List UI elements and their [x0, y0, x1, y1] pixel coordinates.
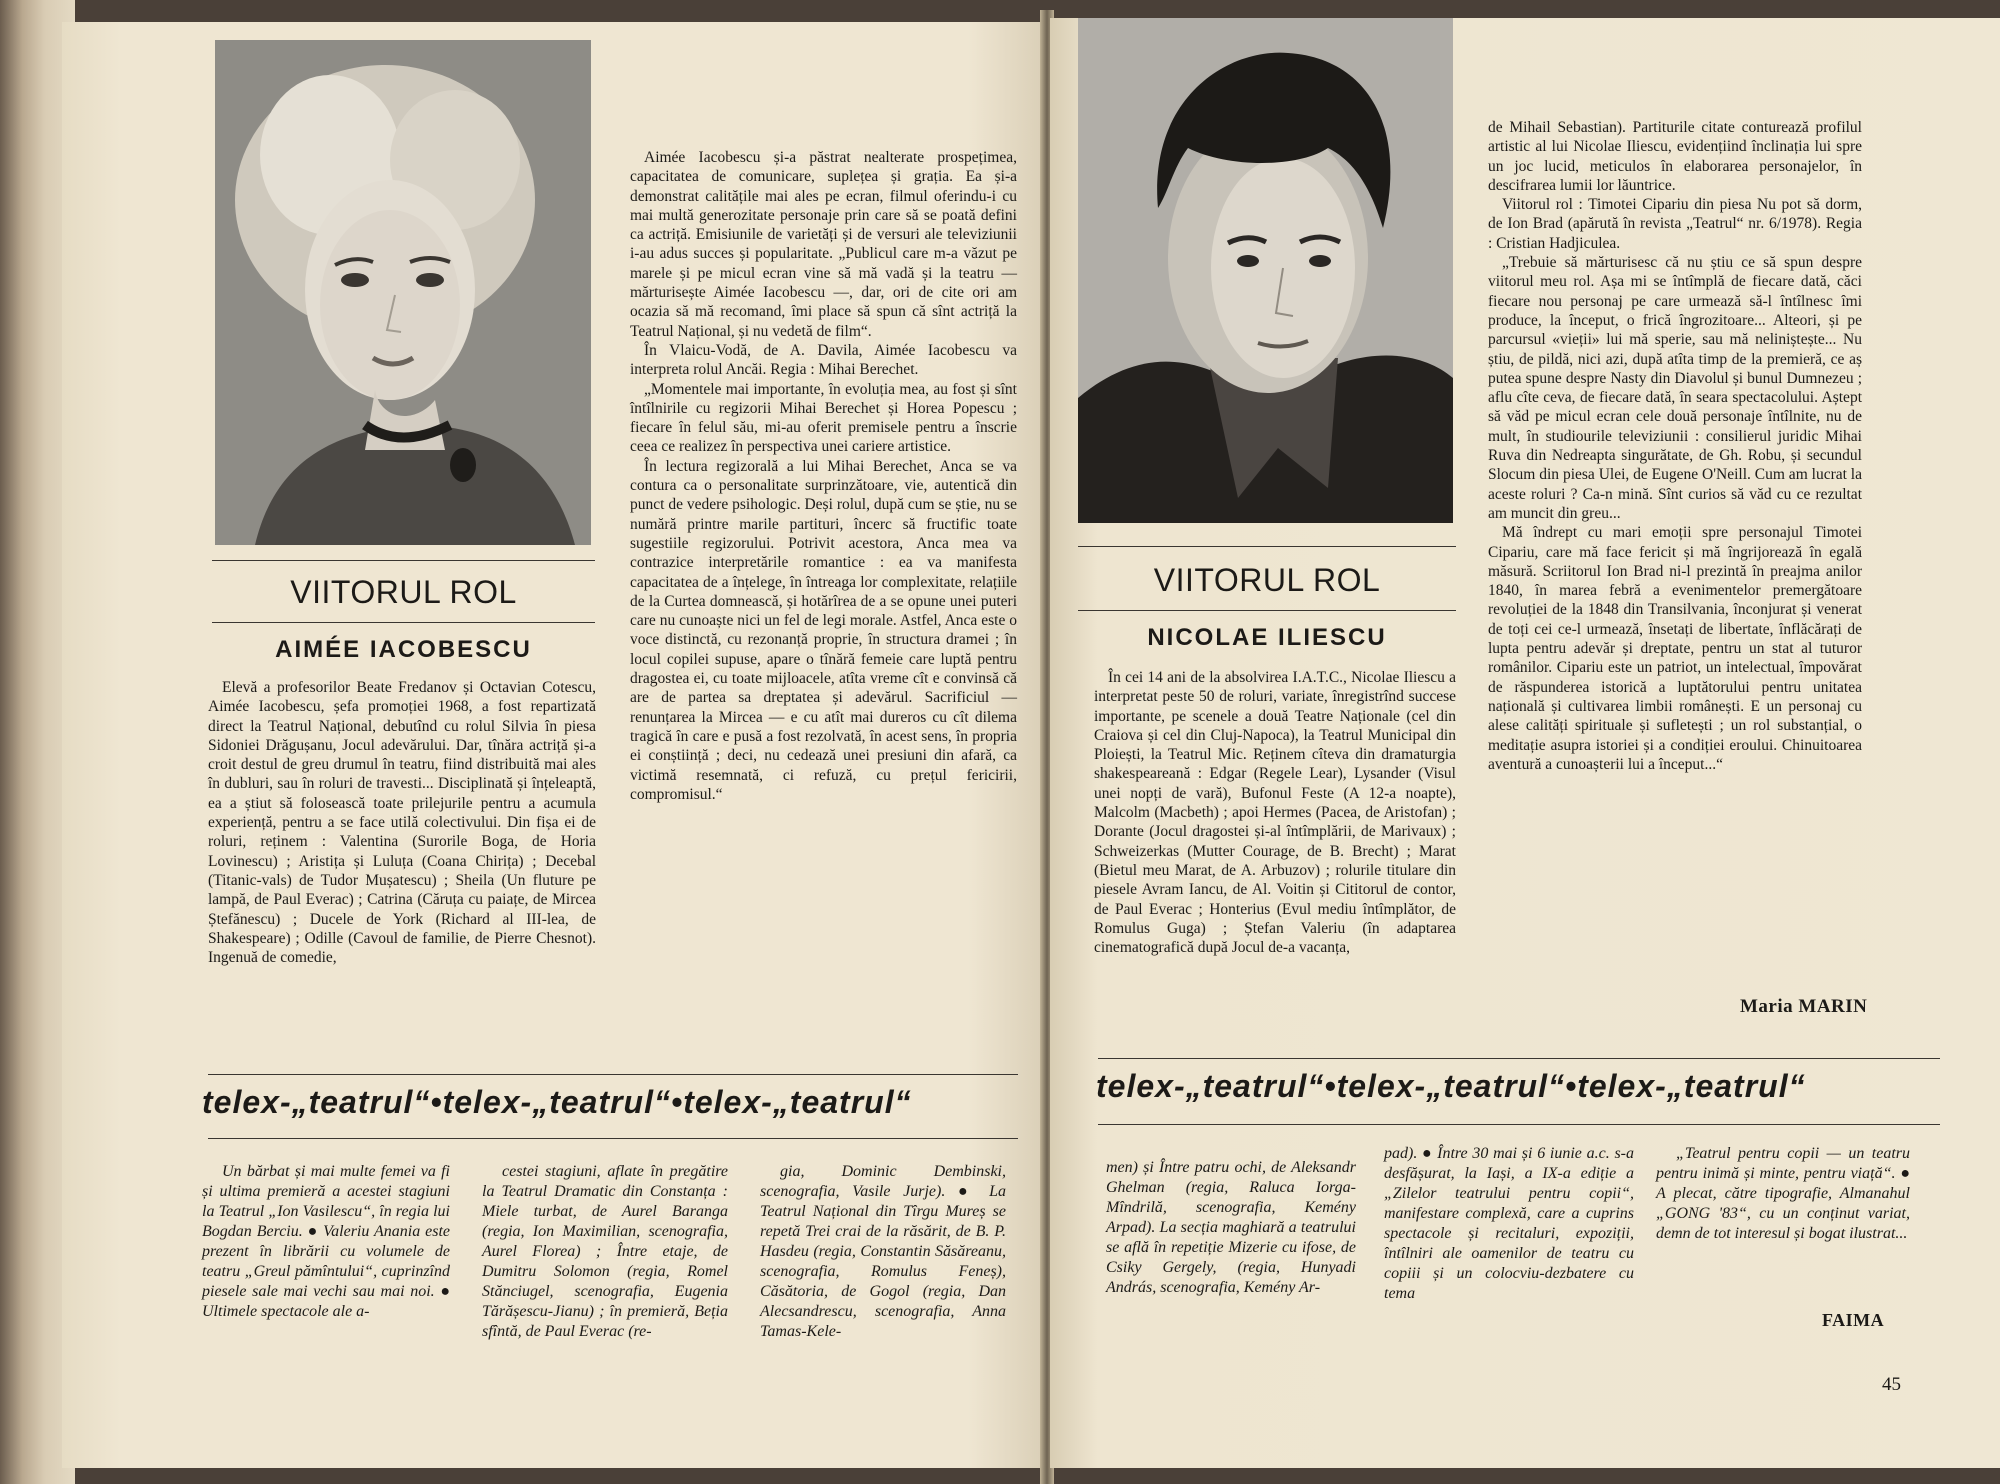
rule-top — [1078, 546, 1456, 547]
article-column-2 — [1488, 118, 1862, 774]
telex-banner: telex-„teatrul“•telex-„teatrul“•telex-„teatrul“ — [202, 1084, 912, 1120]
telex-column-3 — [760, 1162, 1006, 1342]
article-paragraph: În cei 14 ani de la absolvirea I.A.T.C., Nicolae Iliescu a interpretat peste 50 de roluri, variate, înregistrînd succese importante, pe scenele a două Teatre Naționale (cel din Craiova și cel din Cluj-Napoca), la Teatrul Municipal din Ploiești, la Teatrul Mic. Reținem cîteva din dramaturgia shakespeareană : Edgar (Regele Lear), Lysander (Visul unei nopți de vară), Bufonul Feste (A 12-a noapte), Malcolm (Macbeth) ; apoi Hermes (Pacea, de Aristofan) ; Dorante (Jocul dragostei și-al întîmplării, de Marivaux) ; Schweizerkas (Mutter Courage, de B. Brecht) ; Marat (Bietul meu Marat, de A. Arbuzov) ; rolurile titulare din piesele Avram Iancu, de Al. Voitin și Cititorul de contor, de Paul Everac ; Honterius (Evul mediu întîmplător, de Romulus Guga) ; Ștefan Valeriu (în adaptarea cinematografică după Jocul de-a vacanța, — [1094, 669, 1456, 957]
article-paragraph: În lectura regizorală a lui Mihai Berechet, Anca se va contura ca o personalitate surprinzătoare, vie, autentică din punct de vedere psihologic. Deși rolul, după cum se știe, nu se numără printre marile partituri, încerc să fructific toate sugestiile regizorului. Potrivit acestora, Anca mea va contrazice interpretările romantice : ea va manifesta capacitatea de a înțelege, în întreaga lor complexitate, relațiile de la Curtea domnească, și hotărîrea de a se opune unei puteri care nu cunoaște nici un fel de legi morale. Astfel, Anca este o voce distinctă, cu rezonanță proprie, în structura dramei ; în locul copilei supuse, apare o tînără femeie care luptă pentru dragostea ei, cu toate mijloacele, atîta vreme cît e convinsă că are de partea sa dreptatea și adevărul. Sacrificiul — renunțarea la Mircea — e cu atît mai dureros cu cît dilema tragică în care e pusă a fost rezolvată, în acest sens, în propria ei conștiință ; deci, nu cedează unei presiuni din afară, ca victimă resemnată, ci refuză, cu prețul fericirii, compromisul.“ — [630, 457, 1017, 803]
rule-middle — [1078, 610, 1456, 611]
right-page — [1050, 18, 2000, 1468]
telex-rule-top — [208, 1074, 1018, 1075]
telex-rule-bottom — [1098, 1124, 1940, 1125]
portrait-illustration — [215, 40, 591, 545]
article-paragraph: Viitorul rol : Timotei Cipariu din piesa Nu pot să dorm, de Ion Brad (apărută în revista „Teatrul“ nr. 6/1978). Regia : Cristian Hadjiculea. — [1488, 196, 1862, 252]
telex-banner: telex-„teatrul“•telex-„teatrul“•telex-„teatrul“ — [1096, 1068, 1806, 1104]
article-column-2 — [630, 148, 1017, 804]
telex-paragraph: men) și Între patru ochi, de Aleksandr Ghelman (regia, Raluca Iorga-Mîndrilă, scenografia, Kemény Arpad). La secția maghiară a teatrului se află în repetiție Mizerie cu ifose, de Csiky Gergely, (regia, Hunyadi András, scenografia, Kemény Ar- — [1106, 1159, 1356, 1296]
telex-rule-bottom — [208, 1138, 1018, 1139]
article-paragraph: Mă îndrept cu mari emoții spre personajul Timotei Cipariu, care mă face fericit și mă îngrijorează în egală măsură. Scriitorul Ion Brad ni-l prezintă în preajma anilor 1840, în marea febră a evenimentelor premergătoare revoluției de la 1848 din Transilvania, înconjurat și venerat de toți cei ce-l urmează, însetați de libertate, înflăcărați de lupta pentru adevăr și dreptate, pentru un stat al tuturor românilor. Cipariu este un patriot, un intelectual, împovărat de răspunderea istorică a luptătorului pentru unitatea națională și cultivarea limbii românești. E un personaj cu alese calități spirituale și sufletești ; un rol substanțial, o meditație asupra istoriei și a condiției eroului. Chinuitoarea aventură a cunoașterii lui a început...“ — [1488, 524, 1862, 773]
page-number: 45 — [1882, 1374, 1901, 1395]
article-column-1 — [208, 678, 596, 967]
telex-column-1 — [1106, 1158, 1356, 1298]
section-title: VIITORUL ROL — [1153, 562, 1381, 598]
portrait-illustration — [1078, 18, 1453, 523]
telex-paragraph: „Teatrul pentru copii — un teatru pentru inimă și minte, pentru viață“. ● A plecat, către tipografie, Almanahul „GONG '83“, cu un conținut variat, demn de tot interesul și bogat ilustrat... — [1656, 1145, 1910, 1242]
actor-name-heading: NICOLAE ILIESCU — [1147, 624, 1387, 651]
actor-name-heading: AIMÉE IACOBESCU — [275, 636, 532, 663]
section-title: VIITORUL ROL — [290, 574, 517, 610]
article-paragraph: „Momentele mai importante, în evoluția mea, au fost și sînt întîlnirile cu regizorii Mihai Berechet și Horea Popescu ; fiecare în felul său, mi-au oferit premisele pentru a înscrie ceea ce realizez în perspectiva unei cariere artistice. — [630, 380, 1017, 456]
article-paragraph: În Vlaicu-Vodă, de A. Davila, Aimée Iacobescu va interpreta rolul Ancăi. Regia : Mihai Berechet. — [630, 341, 1017, 379]
telex-column-1 — [202, 1162, 450, 1322]
left-page — [62, 22, 1047, 1468]
telex-paragraph: pad). ● Între 30 mai și 6 iunie a.c. s-a desfășurat, la Iași, a IX-a ediție a „Zilelor teatrului pentru copii“, manifestare complexă, care a cuprins spectacole și recitaluri, expoziții, întîlniri ale oamenilor de teatru cu copiii și un colocviu-dezbatere cu tema — [1384, 1145, 1634, 1302]
article-paragraph: Elevă a profesorilor Beate Fredanov și Octavian Cotescu, Aimée Iacobescu, șefa promoției 1968, a fost repartizată direct la Teatrul Național, debutînd cu rolul Silvia în piesa Sidoniei Drăgușanu, Jocul adevărului. Dar, tînăra actriță și-a croit destul de greu drumul în teatru, fiind distribuită mai ales în dubluri, sau în roluri de travesti... Disciplinată și înțeleaptă, ea a știut să folosească toate prilejurile pentru a acumula experiență, pentru a se face utilă colectivului. Din fișa ei de roluri, reținem : Valentina (Surorile Boga, de Horia Lovinescu) ; Aristița și Luluța (Coana Chirița) ; Decebal (Titanic-vals) de Tudor Mușatescu) ; Sheila (Un fluture pe lampă, de Paul Everac) ; Catrina (Căruța cu paiațe, de Mircea Ștefănescu) ; Ducele de York (Richard al III-lea, de Shakespeare) ; Odille (Cavoul de familie, de Pierre Chesnot). Ingenuă de comedie, — [208, 679, 596, 967]
telex-column-2 — [482, 1162, 728, 1342]
portrait-photo-aimee-iacobescu — [215, 40, 591, 545]
rule-middle — [212, 622, 595, 623]
telex-column-3 — [1656, 1144, 1910, 1244]
article-paragraph: Aimée Iacobescu și-a păstrat nealterate prospețimea, capacitatea de comunicare, suplețea și grația. Ea și-a demonstrat calitățile mai ales pe ecran, filmul oferindu-i cu mai multă generozitate personaje prin care să se poată defini ca actriță. Emisiunile de varietăți și de versuri ale televiziunii i-au adus succes și popularitate. „Publicul care m-a văzut pe marele și pe micul ecran vine să mă vadă și la teatru — mărturisește Aimée Iacobescu —, dar, ori de cite ori am ocazia să mă recomand, îmi place să spun că sînt actriță la Teatrul Național, și nu vedetă de film“. — [630, 149, 1017, 340]
portrait-photo-nicolae-iliescu — [1078, 18, 1453, 523]
telex-column-2 — [1384, 1144, 1634, 1304]
rule-top — [212, 560, 595, 561]
article-paragraph: de Mihail Sebastian). Partiturile citate conturează profilul artistic al lui Nicolae Iliescu, evidențiind înclinația lui spre un joc lucid, meticulos în elaborarea personajelor, în descifrarea lumii lor lăuntrice. — [1488, 119, 1862, 194]
telex-signature: FAIMA — [1822, 1310, 1885, 1330]
author-signature: Maria MARIN — [1740, 996, 1868, 1017]
telex-paragraph: Un bărbat și mai multe femei va fi și ultima premieră a acestei stagiuni la Teatrul „Ion Vasilescu“, în regia lui Bogdan Berciu. ● Valeriu Anania este prezent în librării cu volumele de teatru „Greul pămîntului“, cuprinzînd piesele sale mai vechi sau mai noi. ● Ultimele spectacole ale a- — [202, 1163, 450, 1320]
telex-paragraph: gia, Dominic Dembinski, scenografia, Vasile Jurje). ● La Teatrul Național din Tîrgu Mureș se repetă Trei crai de la răsărit, de B. P. Hasdeu (regia, Constantin Săsăreanu, scenografia, Romulus Feneș), Căsătoria, de Gogol (regia, Dan Alecsandrescu, scenografia, Anna Tamas-Kele- — [760, 1163, 1006, 1340]
telex-paragraph: cestei stagiuni, aflate în pregătire la Teatrul Dramatic din Constanța : Miele turbat, de Aurel Baranga (regia, Ion Maximilian, scenografia, Aurel Florea) ; Între etaje, de Dumitru Solomon (regia, Romel Stănciugel, scenografia, Eugenia Tărășescu-Jianu) ; în premieră, Beția sfîntă, de Paul Everac (re- — [482, 1163, 728, 1340]
telex-rule-top — [1098, 1058, 1940, 1059]
article-column-1 — [1094, 668, 1456, 957]
article-paragraph: „Trebuie să mărturisesc că nu știu ce să spun despre viitorul meu rol. Așa mi se întîmplă de fiecare dată, căci fiecare nou personaj pe care urmează să-l întîlnesc îmi produce, la început, o frică îngrozitoare... Alteori, și pe parcursul «vieții» lui mă sperie, sau mă neliniștește... Nu știu, de pildă, nici azi, după atîta timp de la premieră, ce aș putea spune despre Nasty din Diavolul și bunul Dumnezeu ; aflu cîte ceva, de fiecare dată, în seara spectacolului. Aștept să văd pe micul ecran cele două personaje întîlnite, nu de mult, în studiourile televiziunii : consilierul juridic Mihai Ruva din Nedreapta singurătate, de Gh. Robu, și secundul Slocum din piesa Ulei, de Eugene O'Neill. Cum am lucrat la aceste roluri ? Ca-n mină. Sînt curios să văd cu ce rezultat am muncit din greu... — [1488, 254, 1862, 522]
